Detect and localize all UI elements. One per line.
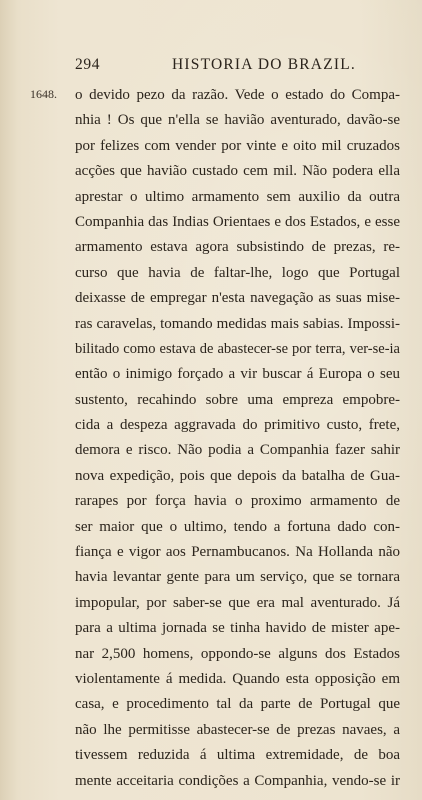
- text-line: sustento, recahindo sobre uma empreza empobre-: [75, 391, 400, 408]
- text-line: deixasse de empregar n'esta navegação as suas mise-: [75, 290, 400, 307]
- text-line: casa, e procedimento tal da parte de Portugal que: [75, 696, 400, 713]
- text-line: o devido pezo da razão. Vede o estado do Compa-: [75, 87, 400, 103]
- text-line: bilitado como estava de abastecer-se por terra, ver-se-ia: [75, 340, 400, 357]
- text-line: ser maior que o ultimo, tendo a fortuna dado con-: [75, 518, 400, 535]
- text-line: fiança e vigor aos Pernambucanos. Na Hollanda não: [75, 544, 400, 561]
- margin-year-note: 1648.: [30, 87, 57, 101]
- text-line: não lhe permitisse abastecer-se de prezas navaes, a: [75, 721, 400, 738]
- page-number: 294: [75, 56, 101, 73]
- text-line: tivessem reduzida á ultima extremidade, de boa: [75, 747, 400, 764]
- text-line: para a ultima jornada se tinha havido de mister ape-: [75, 620, 400, 637]
- text-line: nhia ! Os que n'ella se havião aventurado, davão-se: [75, 112, 400, 129]
- text-line: rarapes por força havia o proximo armamento de: [75, 493, 400, 510]
- text-line: ras caravelas, tomando medidas mais sabias. Impossi-: [75, 315, 400, 332]
- text-line: armamento estava agora subsistindo de prezas, re-: [75, 239, 400, 256]
- text-line: nova expedição, pois que depois da batalha de Gua-: [75, 467, 400, 484]
- text-line: acções que havião custado cem mil. Não podera ella: [75, 163, 400, 180]
- running-title: HISTORIA DO BRAZIL.: [172, 56, 356, 73]
- page-header: [75, 56, 395, 76]
- text-line: Companhia das Indias Orientaes e dos Estados, e esse: [75, 213, 400, 230]
- text-line: por felizes com vender por vinte e oito mil cruzados: [75, 137, 400, 154]
- text-line: havia levantar gente para um serviço, que se tornara: [75, 569, 400, 586]
- text-line: cida a despeza aggravada do primitivo custo, frete,: [75, 417, 400, 434]
- text-line: aprestar o ultimo armamento sem auxilio da outra: [75, 188, 400, 205]
- text-line: impopular, por saber-se que era mal aventurado. Já: [75, 594, 400, 611]
- text-line: violentamente á medida. Quando esta opposição em: [75, 670, 400, 687]
- text-line: mente acceitaria condições a Companhia, vendo-se ir: [75, 772, 400, 789]
- body-text: [75, 83, 400, 794]
- text-line: então o inimigo forçado a vir buscar á Europa o seu: [75, 366, 400, 383]
- text-line: nar 2,500 homens, oppondo-se alguns dos Estados: [75, 645, 400, 662]
- text-line: curso que havia de faltar-lhe, logo que Portugal: [75, 264, 400, 281]
- text-line: demora e risco. Não podia a Companhia fazer sahir: [75, 442, 400, 459]
